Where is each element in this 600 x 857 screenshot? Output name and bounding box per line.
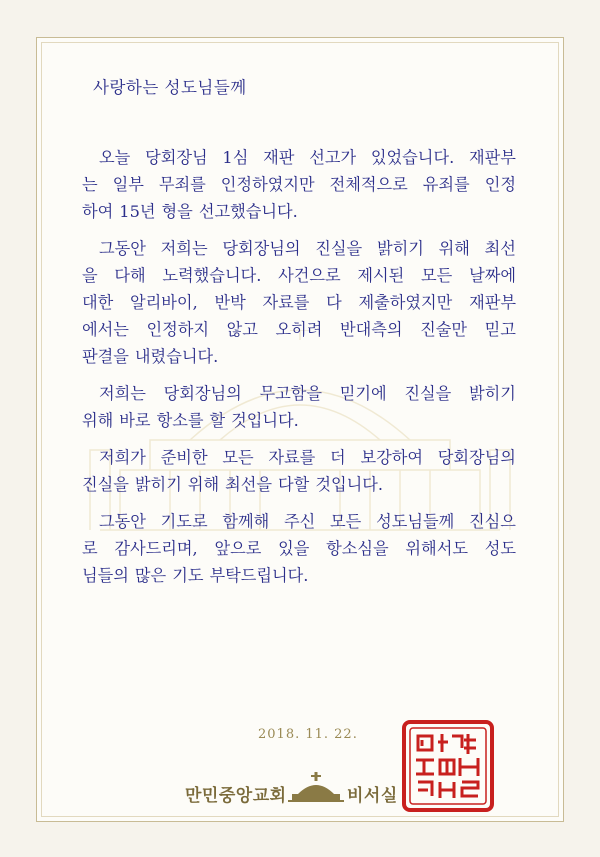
word: 믿고: [484, 320, 516, 339]
word: 항소를: [156, 411, 204, 430]
word: 당회장님의: [163, 384, 242, 403]
letter-paragraph: [82, 508, 516, 589]
word: 유죄를: [422, 175, 470, 194]
word: 할: [209, 411, 226, 430]
word: 알리바이,: [130, 293, 198, 312]
word: 재판: [263, 148, 295, 167]
word: 전체적으로: [329, 175, 408, 194]
text-line: [82, 471, 516, 498]
word: 있었습니다.: [370, 148, 455, 167]
letter-paragraph: [82, 235, 516, 370]
letter-paragraph: [82, 444, 516, 498]
word: 보강하여: [360, 448, 423, 467]
word: 모든: [330, 512, 362, 531]
word: 위해: [438, 239, 470, 258]
word: 것입니다.: [231, 411, 299, 430]
text-line: [82, 343, 516, 370]
word: 자료를: [268, 448, 316, 467]
word: 진술만: [420, 320, 468, 339]
word: 더: [330, 448, 346, 467]
word: 믿기에: [339, 384, 387, 403]
word: 무죄를: [158, 175, 206, 194]
word: 기도: [172, 566, 204, 585]
letter-paragraph: [82, 380, 516, 434]
text-line: [82, 562, 516, 589]
word: 밝히기: [469, 384, 516, 403]
word: 저희는: [99, 384, 146, 403]
word: 당회장님의: [437, 448, 516, 467]
text-line: [82, 289, 516, 316]
word: 내렸습니다.: [134, 347, 219, 366]
word: 1심: [222, 148, 249, 167]
word: 로: [82, 539, 98, 558]
red-seal-stamp-icon: [402, 720, 494, 812]
word: 감사드리며,: [114, 539, 198, 558]
word: 날짜에: [469, 266, 516, 285]
word: 다할: [278, 475, 310, 494]
word: 많은: [134, 566, 167, 585]
word: 항소심을: [326, 539, 389, 558]
word: 진실을: [315, 239, 363, 258]
word: 부탁드립니다.: [209, 566, 309, 585]
word: 15년: [119, 202, 156, 221]
word: 진실을: [82, 475, 129, 494]
word: 인정하지: [146, 320, 210, 339]
word: 저희가: [99, 448, 146, 467]
word: 성도: [484, 539, 516, 558]
word: 준비한: [160, 448, 208, 467]
letter-body: [82, 144, 516, 589]
word: 위해: [187, 475, 220, 494]
word: 모든: [421, 266, 453, 285]
text-line: [82, 407, 516, 434]
word: 인정: [484, 175, 516, 194]
word: 것입니다.: [315, 475, 384, 494]
word: 다해: [114, 266, 146, 285]
word: 제출하였지만: [358, 293, 453, 312]
word: 성도님들께: [376, 512, 455, 531]
word: 제시된: [357, 266, 405, 285]
church-building-logo-icon: [288, 772, 344, 802]
word: 는: [82, 175, 98, 194]
word: 저희는: [160, 239, 208, 258]
word: 최선: [484, 239, 516, 258]
word: 재판부: [469, 293, 516, 312]
word: 을: [82, 266, 98, 285]
word: 오히려: [275, 320, 323, 339]
word: 않고: [226, 320, 258, 339]
word: 판결을: [82, 347, 129, 366]
word: 당회장님: [145, 148, 208, 167]
word: 최선을: [225, 475, 273, 494]
word: 대한: [82, 293, 114, 312]
word: 진심으: [469, 512, 516, 531]
word: 선고했습니다.: [198, 202, 298, 221]
word: 일부: [112, 175, 144, 194]
word: 함께해: [222, 512, 270, 531]
word: 모든: [222, 448, 254, 467]
word: 형을: [161, 202, 193, 221]
footer-office-name: 비서실: [347, 786, 398, 806]
word: 위해: [82, 411, 114, 430]
word: 인정하였지만: [220, 175, 315, 194]
text-line: [82, 171, 516, 198]
word: 자료를: [262, 293, 310, 312]
word: 앞으로: [214, 539, 262, 558]
word: 밝히기: [134, 475, 182, 494]
word: 반대측의: [340, 320, 403, 339]
text-line: [82, 380, 516, 407]
word: 노력했습니다.: [162, 266, 262, 285]
word: 그동안: [99, 512, 146, 531]
word: 주신: [284, 512, 316, 531]
word: 밝히기: [376, 239, 424, 258]
word: 에서는: [82, 320, 129, 339]
word: 하여: [82, 202, 114, 221]
text-line: [82, 198, 516, 225]
text-line: [82, 508, 516, 535]
text-line: [82, 316, 516, 343]
footer-church-name: 만민중앙교회: [185, 786, 287, 806]
letter-paragraph: [82, 144, 516, 225]
letter-date: 2018. 11. 22.: [258, 727, 358, 742]
text-line: [82, 535, 516, 562]
word: 선고가: [309, 148, 357, 167]
word: 위해서도: [405, 539, 468, 558]
word: 그동안: [99, 239, 146, 258]
word: 있을: [278, 539, 310, 558]
word: 진실을: [404, 384, 452, 403]
word: 사건으로: [278, 266, 341, 285]
letter-greeting: 사랑하는 성도님들께: [93, 78, 247, 97]
word: 당회장님의: [222, 239, 301, 258]
word: 기도로: [160, 512, 208, 531]
word: 바로: [119, 411, 151, 430]
word: 반박: [214, 293, 246, 312]
word: 무고함을: [259, 384, 323, 403]
text-line: [82, 235, 516, 262]
word: 님들의: [82, 566, 129, 585]
text-line: [82, 262, 516, 289]
word: 재판부: [469, 148, 516, 167]
text-line: [82, 144, 516, 171]
text-line: [82, 444, 516, 471]
word: 오늘: [99, 148, 131, 167]
word: 다: [326, 293, 342, 312]
